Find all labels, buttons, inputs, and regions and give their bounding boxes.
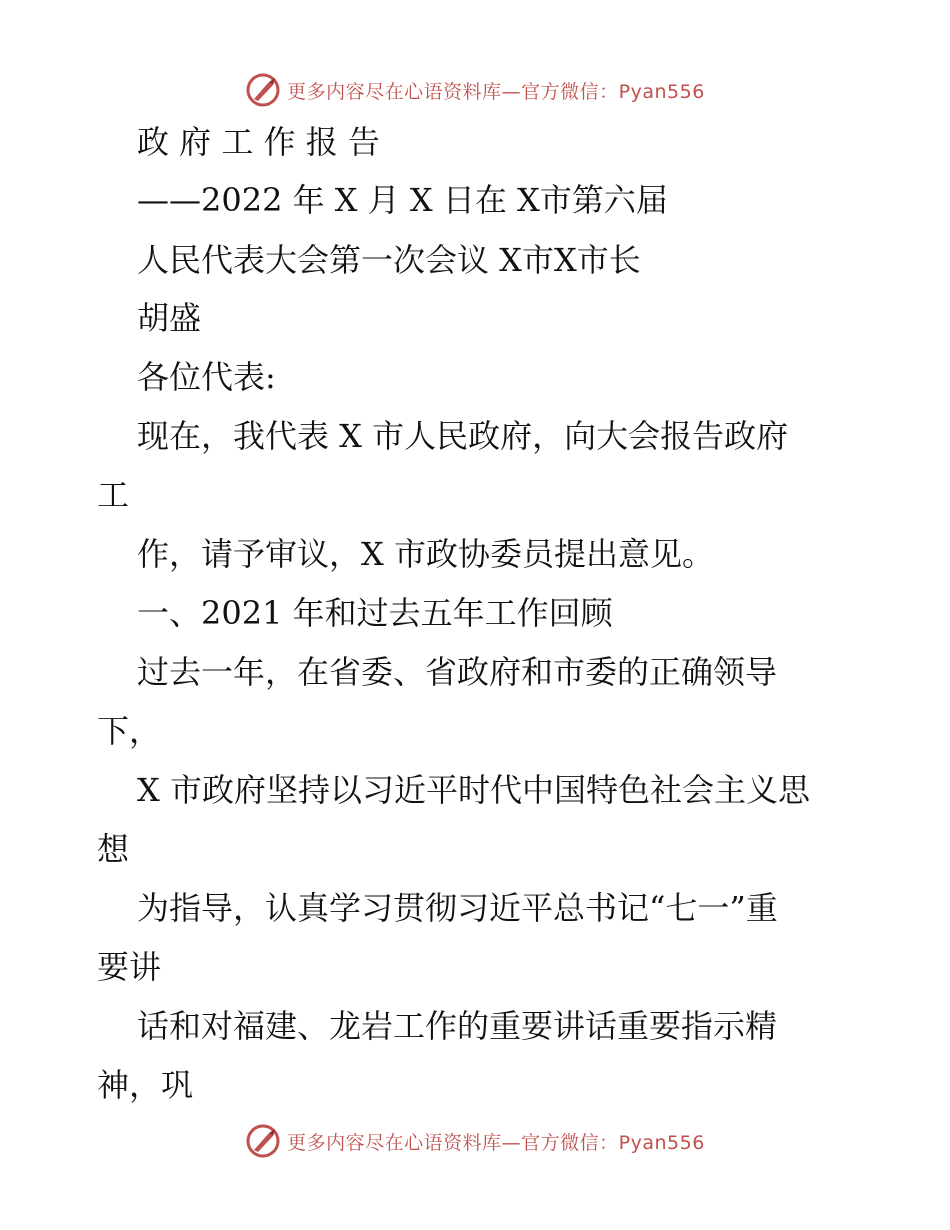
paragraph-line: X 市政府坚持以习近平时代中国特色社会主义思 [137, 771, 810, 809]
paragraph-line: 话和对福建、龙岩工作的重要讲话重要指示精 [137, 1007, 778, 1045]
paragraph-line-wrap: 下， [97, 712, 162, 750]
paragraph-line-wrap: 神，巩 [97, 1066, 194, 1104]
paragraph-line: 过去一年，在省委、省政府和市委的正确领导 [137, 653, 778, 691]
report-author: 胡盛 [137, 299, 202, 337]
paragraph-line: 为指导，认真学习贯彻习近平总书记“七一”重 [137, 889, 778, 927]
watermark-text: 更多内容尽在心语资料库—官方微信：Pyan556 [287, 80, 705, 103]
report-title: 政 府 工 作 报 告 [137, 123, 380, 161]
watermark-text: 更多内容尽在心语资料库—官方微信：Pyan556 [287, 1131, 705, 1154]
salutation: 各位代表: [137, 358, 276, 396]
paragraph-line-wrap: 工 [97, 476, 130, 514]
header-watermark [0, 70, 950, 110]
paragraph-line: 作，请予审议，X 市政协委员提出意见。 [137, 535, 714, 573]
paragraph-line-wrap: 想 [97, 830, 130, 868]
report-subtitle-line-1: ——2022 年 X 月 X 日在 X市第六届 [137, 181, 668, 219]
footer-watermark [0, 1121, 950, 1161]
paragraph-line-wrap: 要讲 [97, 948, 162, 986]
quill-pen-logo-icon [245, 72, 281, 108]
quill-pen-logo-icon [245, 1123, 281, 1159]
paragraph-line: 现在，我代表 X 市人民政府，向大会报告政府 [137, 417, 789, 455]
report-subtitle-line-2: 人民代表大会第一次会议 X市X市长 [137, 241, 641, 279]
section-heading: 一、2021 年和过去五年工作回顾 [137, 594, 613, 632]
